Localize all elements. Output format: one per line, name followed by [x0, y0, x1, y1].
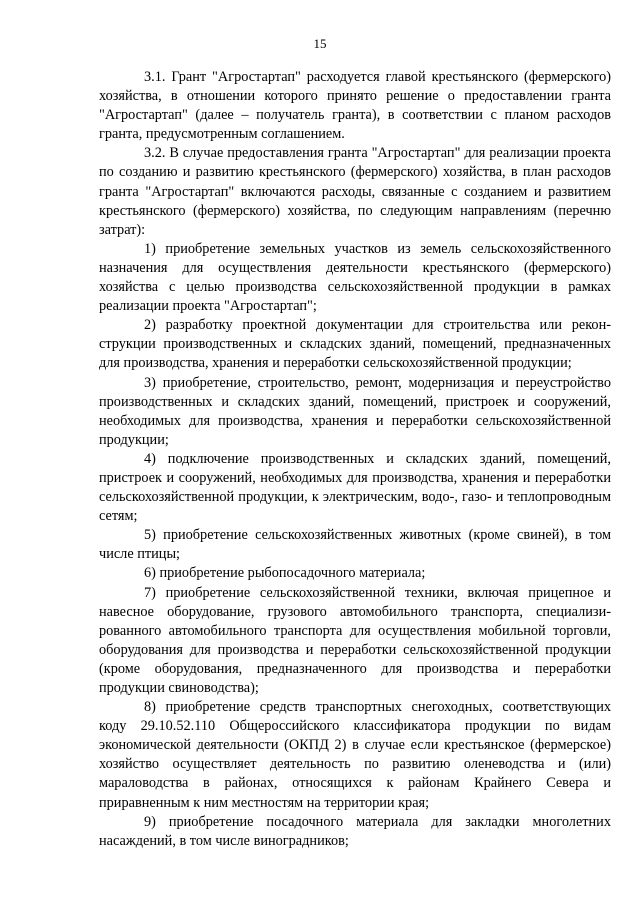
- list-item-9: 9) приобретение посадочного материала для закладки многолетних насаждений, в том числе виноградников;: [99, 813, 611, 849]
- paragraph-3-1: 3.1. Грант "Агростартап" расходуется главой крестьянского (фермерского) хозяйства, в отношении которого принято решение о предоставлении гранта "Агростартап" (далее – получатель гранта), в соответствии с планом расходов гранта, предусмотренным соглашением.: [99, 69, 611, 143]
- list-item-5: 5) приобретение сельскохозяйственных животных (кроме свиней), в том числе птицы;: [99, 527, 611, 563]
- list-item-3: 3) приобретение, строительство, ремонт, модернизация и переустройство производственных и складских зданий, помещений, пристроек и сооружений, необходимых для производства, хранения и переработки сельскохозяйственной продукции;: [99, 374, 611, 448]
- paragraph-3-2: 3.2. В случае предоставления гранта "Агростартап" для реализации проекта по созданию и развитию крестьянского (фермерского) хозяйства, в план расходов гранта "Агростартап" включаются расходы, связанные с созданием и развитием крестьянского (фермерского) хозяйства, по следующим направлениям (перечню затрат):: [99, 145, 611, 238]
- list-item-6: 6) приобретение рыбопосадочного материала;: [144, 565, 426, 582]
- list-item-1: 1) приобретение земельных участков из земель сельскохозяйственного назначения для осуществления деятельности крестьянского (фермерского) хозяйства с целью производства сельскохозяйственной продукции в рамках реализации проекта "Агростартап";: [99, 240, 611, 315]
- list-item-4: 4) подключение производственных и складских зданий, помещений, пристроек и сооружений, необходимых для производства, хранения и переработки сельскохозяйственной продукции, к электрическим, водо-, газо- и теплопроводным сетям;: [99, 450, 611, 525]
- document-body: [99, 68, 611, 851]
- page-number: 15: [313, 36, 327, 51]
- list-item-7: 7) приобретение сельскохозяйственной техники, включая прицепное и навесное оборудование, грузового автомобильного транспорта, специализированного автомобильного транспорта для осуществления мобильной торговли, оборудования для производства и переработки сельскохозяйственной продукции (кроме оборудования, предназначенного для производства и переработки продукции свиноводства);: [99, 584, 611, 696]
- list-item-2: 2) разработку проектной документации для строительства или реконструкции производственных и складских зданий, помещений, предназначенных для производства, хранения и переработки сельскохозяйственной продукции;: [99, 317, 611, 372]
- list-item-8: 8) приобретение средств транспортных снегоходных, соответствующих коду 29.10.52.110 Общероссийского классификатора продукции по видам экономической деятельности (ОКПД 2) в случае если крестьянское (фермерское) хозяйство осуществляет деятельность по развитию оленеводства и (или) мараловодства в районах, относящихся к районам Крайнего Севера и приравненным к ним местностям на территории края;: [99, 699, 611, 811]
